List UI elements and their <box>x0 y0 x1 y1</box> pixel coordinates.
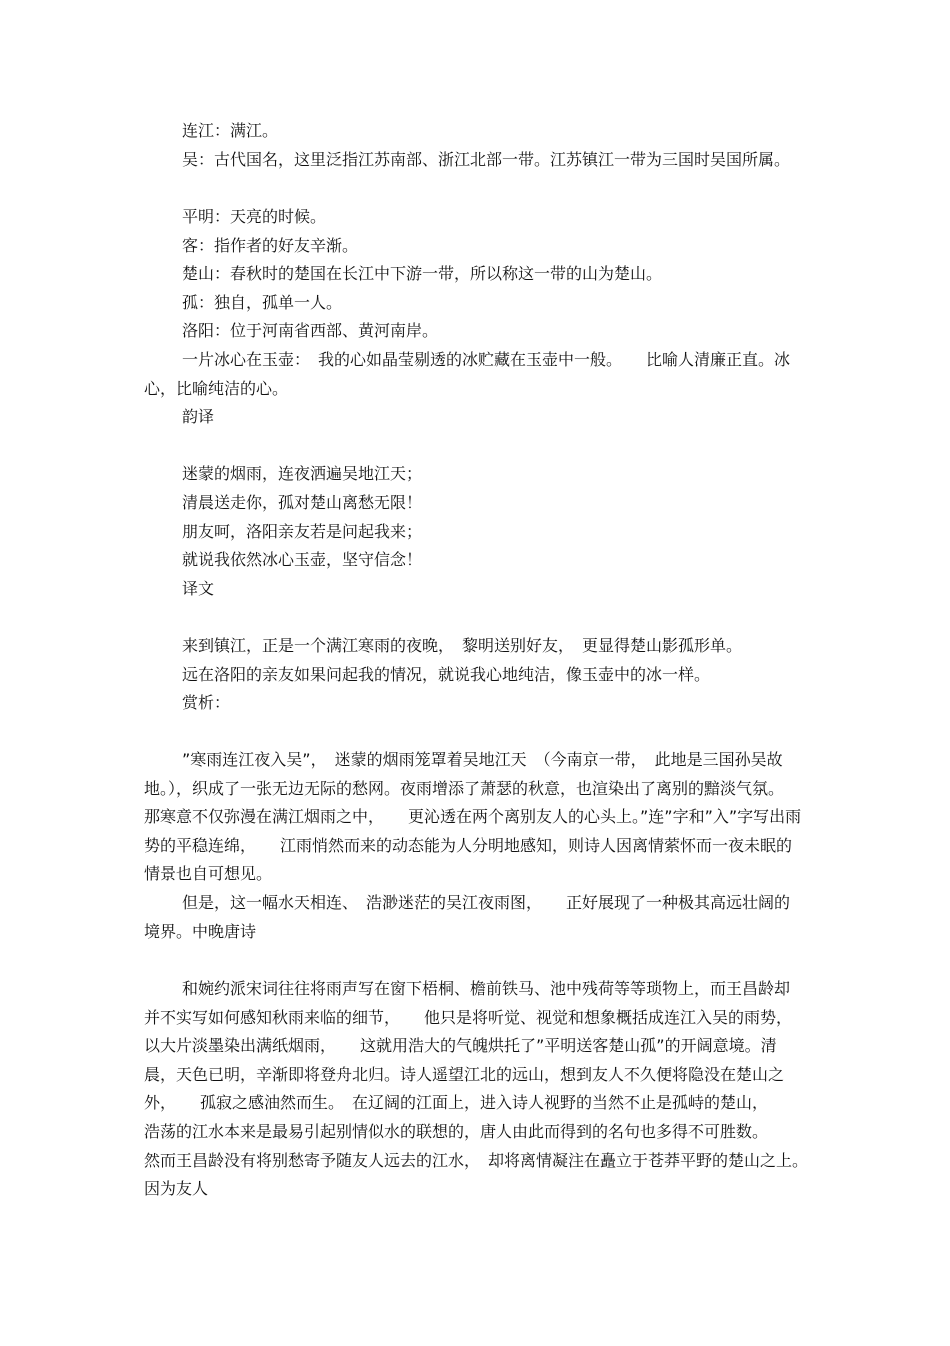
translation-line-1: 来到镇江，正是一个满江寒雨的夜晚， 黎明送别好友， 更显得楚山影孤形单。 <box>182 636 743 655</box>
note-bingxin: 一片冰心在玉壶： 我的心如晶莹剔透的冰贮藏在玉壶中一般。 比喻人清廉正直。冰心，比喻纯洁的心。 <box>144 350 791 398</box>
rhymed-line-1: 迷蒙的烟雨，连夜洒遍吴地江天； <box>182 464 423 483</box>
note-gu: 孤：独自，孤单一人。 <box>182 293 343 312</box>
note-lianjiang: 连江：满江。 <box>182 121 279 140</box>
note-pingming: 平明：天亮的时候。 <box>182 207 327 226</box>
note-luoyang: 洛阳：位于河南省西部、黄河南岸。 <box>182 321 439 340</box>
note-wu: 吴：古代国名，这里泛指江苏南部、浙江北部一带。江苏镇江一带为三国时吴国所属。 <box>182 150 791 169</box>
appreciation-paragraph-1: ”寒雨连江夜入吴”， 迷蒙的烟雨笼罩着吴地江天 （今南京一带， 此地是三国孙吴故地。），织成了一张无边无际的愁网。夜雨增添了萧瑟的秋意，也渲染出了离别的黯淡气氛。 那寒意不仅弥漫在满江烟雨之中， 更沁透在两个离别友人的心头上。”连”字和”入”字写出雨势的平稳连绵， 江雨悄然而来的动态能为人分明地感知，则诗人因离情萦怀而一夜未眠的情景也自可想见。 <box>144 750 802 884</box>
note-chushan: 楚山：春秋时的楚国在长江中下游一带，所以称这一带的山为楚山。 <box>182 264 663 283</box>
appreciation-paragraph-3: 和婉约派宋词往往将雨声写在窗下梧桐、檐前铁马、池中残荷等等琐物上，而王昌龄却并不实写如何感知秋雨来临的细节， 他只是将听觉、视觉和想象概括成连江入吴的雨势， 以大片淡墨染出满纸烟雨， 这就用浩大的气魄烘托了”平明送客楚山孤”的开阔意境。清晨，天色已明，辛渐即将登舟北归。诗人遥望江北的远山，想到友人不久便将隐没在楚山之外， 孤寂之感油然而生。 在辽阔的江面上，进入诗人视野的当然不止是孤峙的楚山， 浩荡的江水本来是最易引起别情似水的联想的，唐人由此而得到的名句也多得不可胜数。 然而王昌龄没有将别愁寄予随友人远去的江水， 却将离情凝注在矗立于苍莽平野的楚山之上。 因为友人 <box>144 979 833 1199</box>
translation-heading: 译文 <box>182 579 215 598</box>
rhymed-line-4: 就说我依然冰心玉壶，坚守信念！ <box>182 550 423 569</box>
translation-line-2: 远在洛阳的亲友如果问起我的情况，就说我心地纯洁，像玉壶中的冰一样。 <box>182 665 711 684</box>
appreciation-heading: 赏析： <box>182 693 231 712</box>
appreciation-paragraph-2: 但是，这一幅水天相连、 浩渺迷茫的吴江夜雨图， 正好展现了一种极其高远壮阔的境界。中晚唐诗 <box>144 893 791 941</box>
note-ke: 客：指作者的好友辛渐。 <box>182 236 359 255</box>
rhymed-translation-heading: 韵译 <box>182 407 215 426</box>
rhymed-line-3: 朋友呵，洛阳亲友若是问起我来； <box>182 522 423 541</box>
rhymed-line-2: 清晨送走你，孤对楚山离愁无限！ <box>182 493 423 512</box>
